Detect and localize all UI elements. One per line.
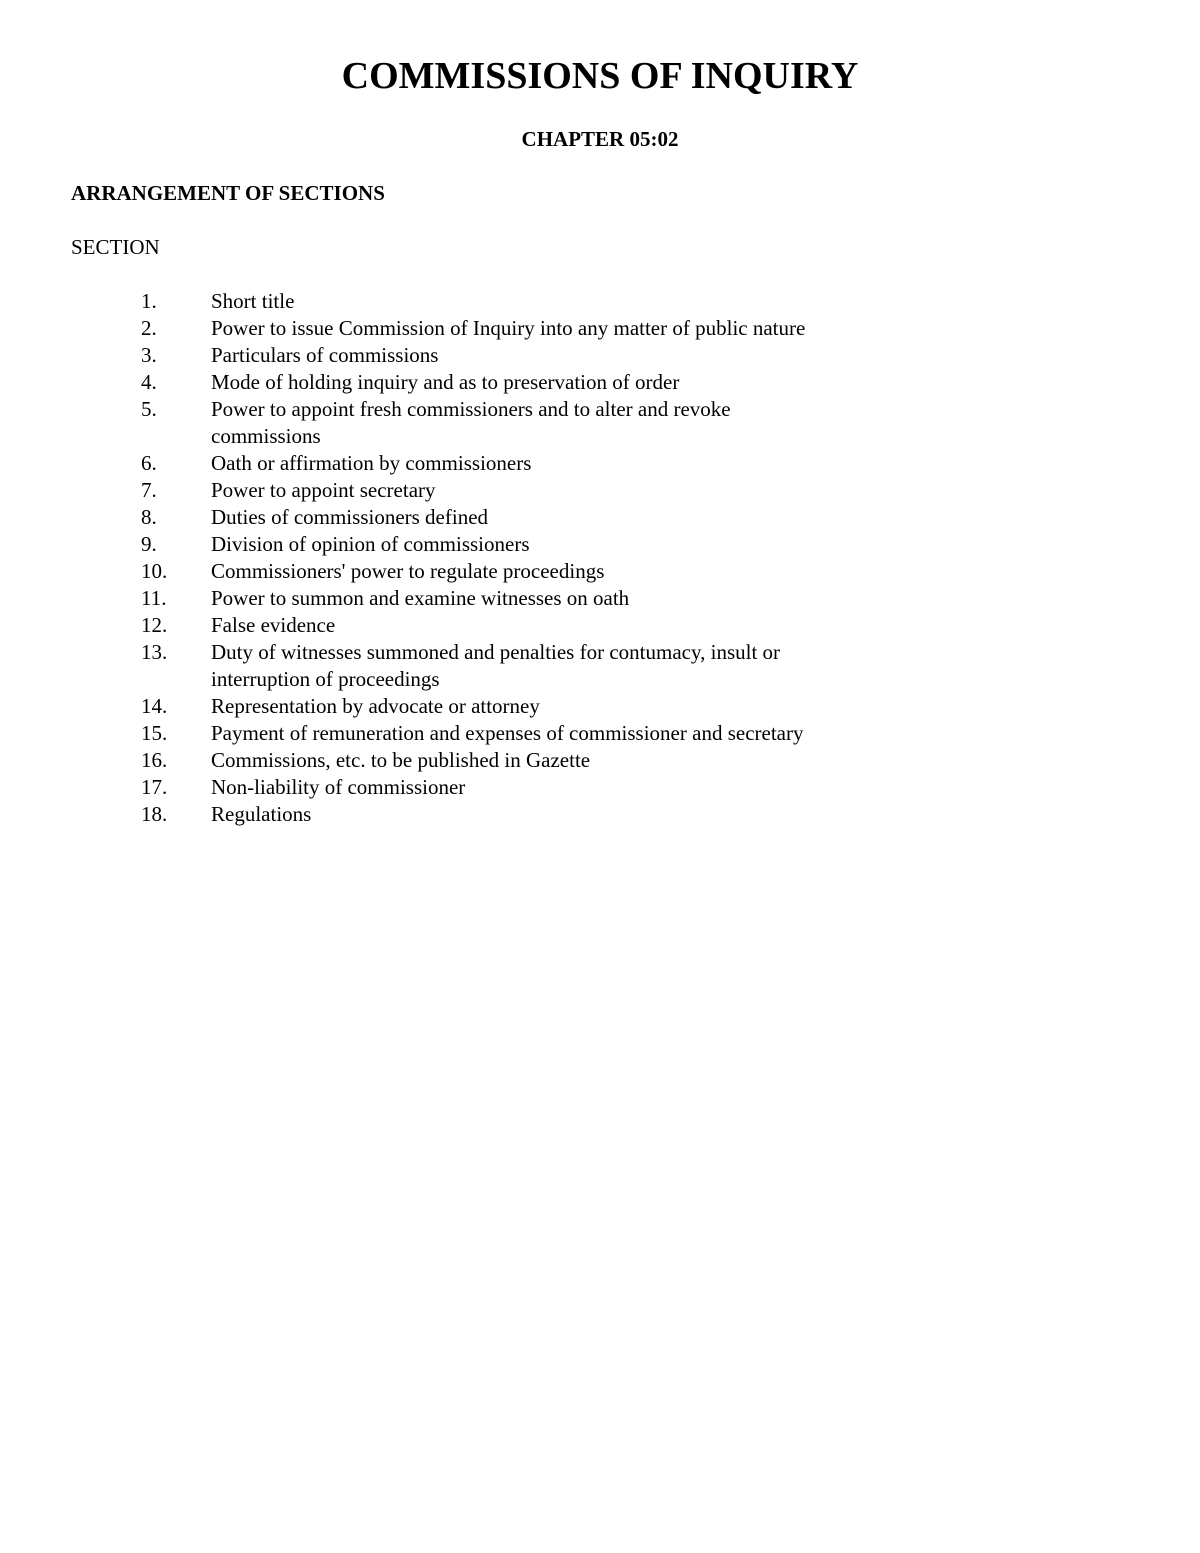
section-number: 3. xyxy=(141,343,157,367)
section-item xyxy=(0,477,1200,504)
arrangement-heading: ARRANGEMENT OF SECTIONS xyxy=(71,181,385,205)
section-number: 8. xyxy=(141,505,157,529)
section-number: 12. xyxy=(141,613,168,637)
section-item xyxy=(0,288,1200,315)
section-item xyxy=(0,450,1200,477)
section-item xyxy=(0,774,1200,801)
section-number: 11. xyxy=(141,586,167,610)
section-title: Representation by advocate or attorney xyxy=(211,694,540,718)
section-item xyxy=(0,504,1200,531)
section-item xyxy=(0,396,1200,450)
section-number: 10. xyxy=(141,559,168,583)
section-item xyxy=(0,747,1200,774)
section-title: Short title xyxy=(211,289,295,313)
section-number: 9. xyxy=(141,532,157,556)
section-item xyxy=(0,585,1200,612)
section-item xyxy=(0,639,1200,693)
section-title: Payment of remuneration and expenses of commissioner and secretary xyxy=(211,721,804,745)
section-number: 16. xyxy=(141,748,168,772)
section-number: 4. xyxy=(141,370,157,394)
section-title: Power to summon and examine witnesses on oath xyxy=(211,586,630,610)
section-number: 14. xyxy=(141,694,168,718)
sections-list xyxy=(0,288,1200,828)
chapter-number: CHAPTER 05:02 xyxy=(521,127,679,151)
section-column-label: SECTION xyxy=(71,235,160,259)
section-number: 1. xyxy=(141,289,157,313)
section-title: Power to issue Commission of Inquiry into any matter of public nature xyxy=(211,316,806,340)
section-item xyxy=(0,558,1200,585)
section-number: 18. xyxy=(141,802,168,826)
section-number: 13. xyxy=(141,640,168,664)
section-title: Commissioners' power to regulate proceedings xyxy=(211,559,605,583)
section-number: 2. xyxy=(141,316,157,340)
section-number: 6. xyxy=(141,451,157,475)
section-title: Duty of witnesses summoned and penalties for contumacy, insult or interruption of proceedings xyxy=(211,640,781,691)
section-item xyxy=(0,612,1200,639)
section-number: 17. xyxy=(141,775,168,799)
section-title: Division of opinion of commissioners xyxy=(211,532,530,556)
document-title: COMMISSIONS OF INQUIRY xyxy=(341,55,859,97)
section-title: Power to appoint secretary xyxy=(211,478,436,502)
section-item xyxy=(0,369,1200,396)
section-title: Duties of commissioners defined xyxy=(211,505,489,529)
section-title: Oath or affirmation by commissioners xyxy=(211,451,532,475)
section-title: False evidence xyxy=(211,613,336,637)
section-title: Power to appoint fresh commissioners and to alter and revoke commissions xyxy=(211,397,731,448)
section-number: 7. xyxy=(141,478,157,502)
section-item xyxy=(0,342,1200,369)
section-item xyxy=(0,720,1200,747)
section-item xyxy=(0,801,1200,828)
section-title: Regulations xyxy=(211,802,312,826)
section-item xyxy=(0,531,1200,558)
section-title: Non-liability of commissioner xyxy=(211,775,466,799)
section-title: Mode of holding inquiry and as to preservation of order xyxy=(211,370,680,394)
section-title: Particulars of commissions xyxy=(211,343,439,367)
section-number: 15. xyxy=(141,721,168,745)
section-item xyxy=(0,315,1200,342)
section-number: 5. xyxy=(141,397,157,421)
section-item xyxy=(0,693,1200,720)
section-title: Commissions, etc. to be published in Gazette xyxy=(211,748,591,772)
